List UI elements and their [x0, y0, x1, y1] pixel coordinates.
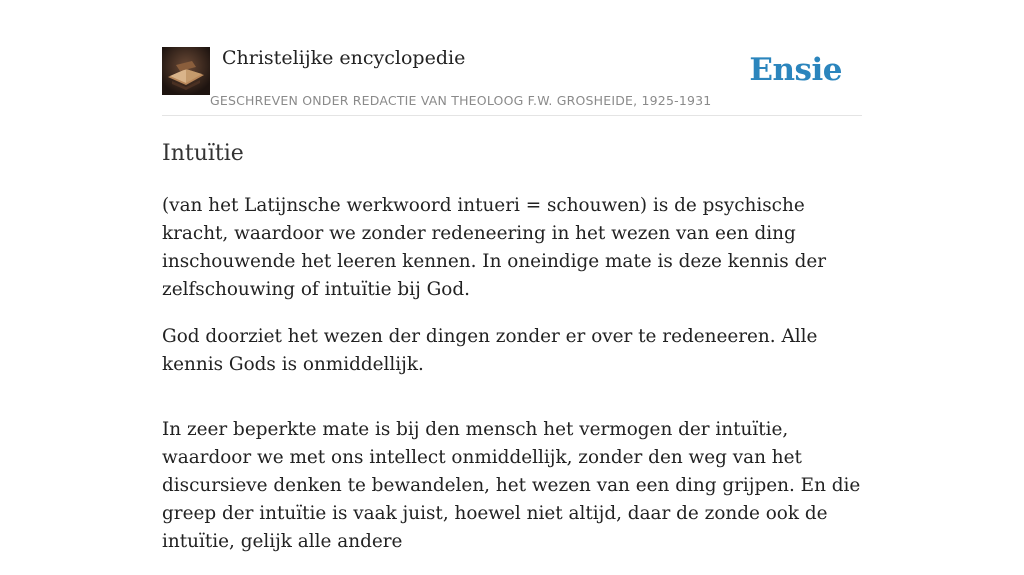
article-paragraph: In zeer beperkte mate is bij den mensch het vermogen der intuïtie, waardoor we met ons intellect onmiddellijk, zonder den weg van het discursieve denken te bewandelen, het wezen van een ding grijpen. En die greep der intuïtie is vaak juist, hoewel niet altijd, daar de zonde ook de intuïtie, gelijk alle andere — [162, 419, 861, 552]
site-header — [162, 46, 862, 116]
encyclopedia-cover-avatar[interactable] — [162, 47, 210, 95]
site-title[interactable]: Christelijke encyclopedie — [222, 47, 466, 69]
article-paragraph: God doorziet het wezen der dingen zonder er over te redeneeren. Alle kennis Gods is onmiddellijk. — [162, 326, 818, 375]
article-title: Intuïtie — [162, 141, 244, 166]
ensie-logo[interactable]: Ensie — [749, 52, 842, 88]
site-subtitle: GESCHREVEN ONDER REDACTIE VAN THEOLOOG F.W. GROSHEIDE, 1925-1931 — [210, 93, 712, 108]
book-icon — [162, 47, 210, 95]
article-paragraph: (van het Latijnsche werkwoord intueri = schouwen) is de psychische kracht, waardoor we zonder redeneering in het wezen van een ding inschouwende het leeren kennen. In oneindige mate is deze kennis der zelfschouwing of intuïtie bij God. — [162, 195, 827, 300]
article-body — [162, 192, 862, 575]
